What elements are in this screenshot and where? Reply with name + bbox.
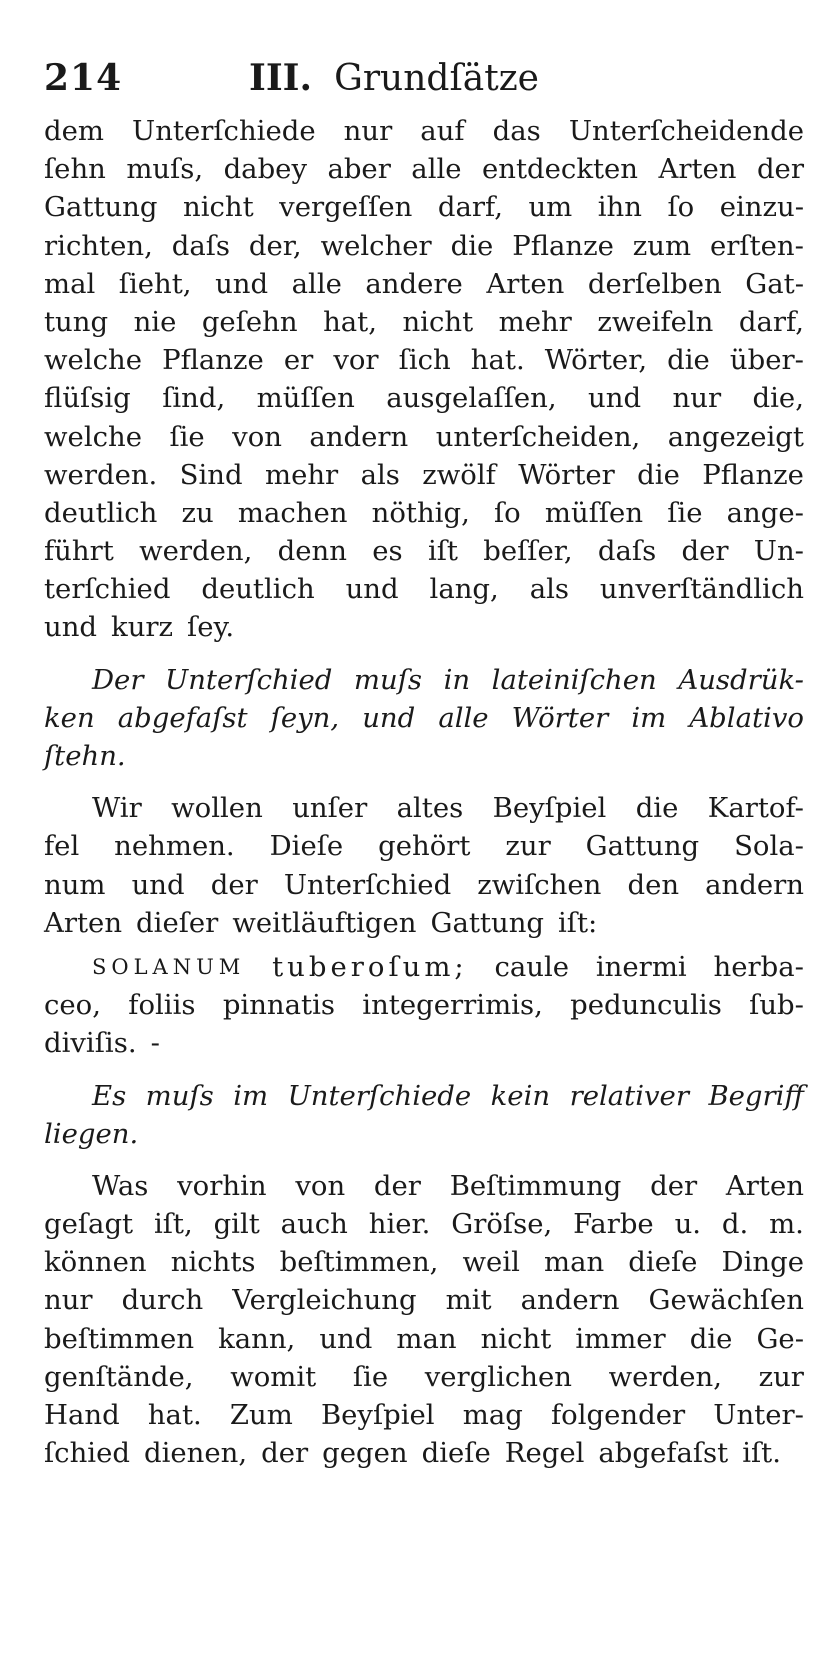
chapter-title: Grundſätze bbox=[334, 58, 539, 99]
text-line: ſtehn. bbox=[44, 740, 126, 772]
text-line: num und der Unterſchied zwiſchen den andern bbox=[44, 868, 804, 901]
text-line: deutlich zu machen nöthig, ſo müſſen ſie ange- bbox=[44, 496, 804, 529]
text-line: Der Unterſchied muſs in lateiniſchen Ausdrük- bbox=[92, 663, 804, 696]
text-line: liegen. bbox=[44, 1117, 139, 1150]
text-line: flüſsig ſind, müſſen ausgelaſſen, und nur die, bbox=[44, 382, 804, 415]
text-line: ſchied dienen, der gegen dieſe Regel abgefaſst iſt. bbox=[44, 1437, 781, 1470]
text-line: ken abgefaſst ſeyn, und alle Wörter im Ablativo bbox=[44, 701, 804, 734]
genus-name: SOLANUM bbox=[92, 954, 246, 979]
text-line: welche Pflanze er vor ſich hat. Wörter, die über- bbox=[44, 344, 804, 377]
species-epithet: tuberoſum; bbox=[272, 950, 468, 983]
text-line: ſehn muſs, dabey aber alle entdeckten Arten der bbox=[44, 153, 804, 186]
paragraph bbox=[44, 112, 804, 647]
paragraph bbox=[44, 789, 804, 942]
book-page bbox=[44, 48, 804, 1472]
text-line: mal ſieht, und alle andere Arten derſelben Gat- bbox=[44, 267, 804, 300]
running-head bbox=[44, 48, 804, 108]
text-line: dem Unterſchiede nur auf das Unterſcheidende bbox=[44, 115, 804, 147]
chapter-heading bbox=[249, 48, 539, 109]
chapter-number: III. bbox=[249, 57, 313, 99]
text-line: Es muſs im Unterſchiede kein relativer Begriff bbox=[92, 1079, 804, 1112]
rule-paragraph bbox=[44, 1077, 804, 1153]
text-line: geſagt iſt, gilt auch hier. Gröſse, Farbe u. d. m. bbox=[44, 1208, 804, 1241]
species-description bbox=[44, 948, 804, 1063]
text-line: Hand hat. Zum Beyſpiel mag folgender Unter- bbox=[44, 1399, 804, 1431]
text-line: diviſis. - bbox=[44, 1027, 160, 1060]
text-line: beſtimmen kann, und man nicht immer die Ge- bbox=[44, 1322, 804, 1355]
text-line: tung nie geſehn hat, nicht mehr zweifeln darf, bbox=[44, 305, 804, 338]
text-line: richten, daſs der, welcher die Pflanze zum erſten- bbox=[44, 229, 804, 262]
text-line: genſtände, womit ſie verglichen werden, zur bbox=[44, 1360, 804, 1393]
page-number: 214 bbox=[44, 57, 123, 99]
text-line: terſchied deutlich und lang, als unverſtändlich bbox=[44, 573, 804, 606]
text-line: Gattung nicht vergeſſen darf, um ihn ſo einzu- bbox=[44, 191, 804, 224]
text-line: werden. Sind mehr als zwölf Wörter die Pflanze bbox=[44, 458, 804, 491]
text-line: fel nehmen. Dieſe gehört zur Gattung Sola- bbox=[44, 830, 804, 863]
text-line: Wir wollen unſer altes Beyſpiel die Kartof- bbox=[92, 792, 804, 825]
text-line: SOLANUM tuberoſum; caule inermi herba- bbox=[44, 948, 804, 986]
body-text bbox=[44, 112, 804, 1472]
text-line: Was vorhin von der Beſtimmung der Arten bbox=[92, 1169, 804, 1202]
text-line: führt werden, denn es iſt beſſer, daſs der Un- bbox=[44, 535, 804, 568]
text-line: nur durch Vergleichung mit andern Gewächſen bbox=[44, 1284, 804, 1317]
paragraph bbox=[44, 1167, 804, 1473]
text-line: welche ſie von andern unterſcheiden, angezeigt bbox=[44, 420, 804, 453]
text-line: ceo, foliis pinnatis integerrimis, pedunculis ſub- bbox=[44, 989, 804, 1022]
text-line: können nichts beſtimmen, weil man dieſe Dinge bbox=[44, 1246, 804, 1279]
text-line: Arten dieſer weitläuftigen Gattung iſt: bbox=[44, 906, 598, 939]
text-line: und kurz ſey. bbox=[44, 611, 235, 644]
rule-paragraph bbox=[44, 661, 804, 776]
